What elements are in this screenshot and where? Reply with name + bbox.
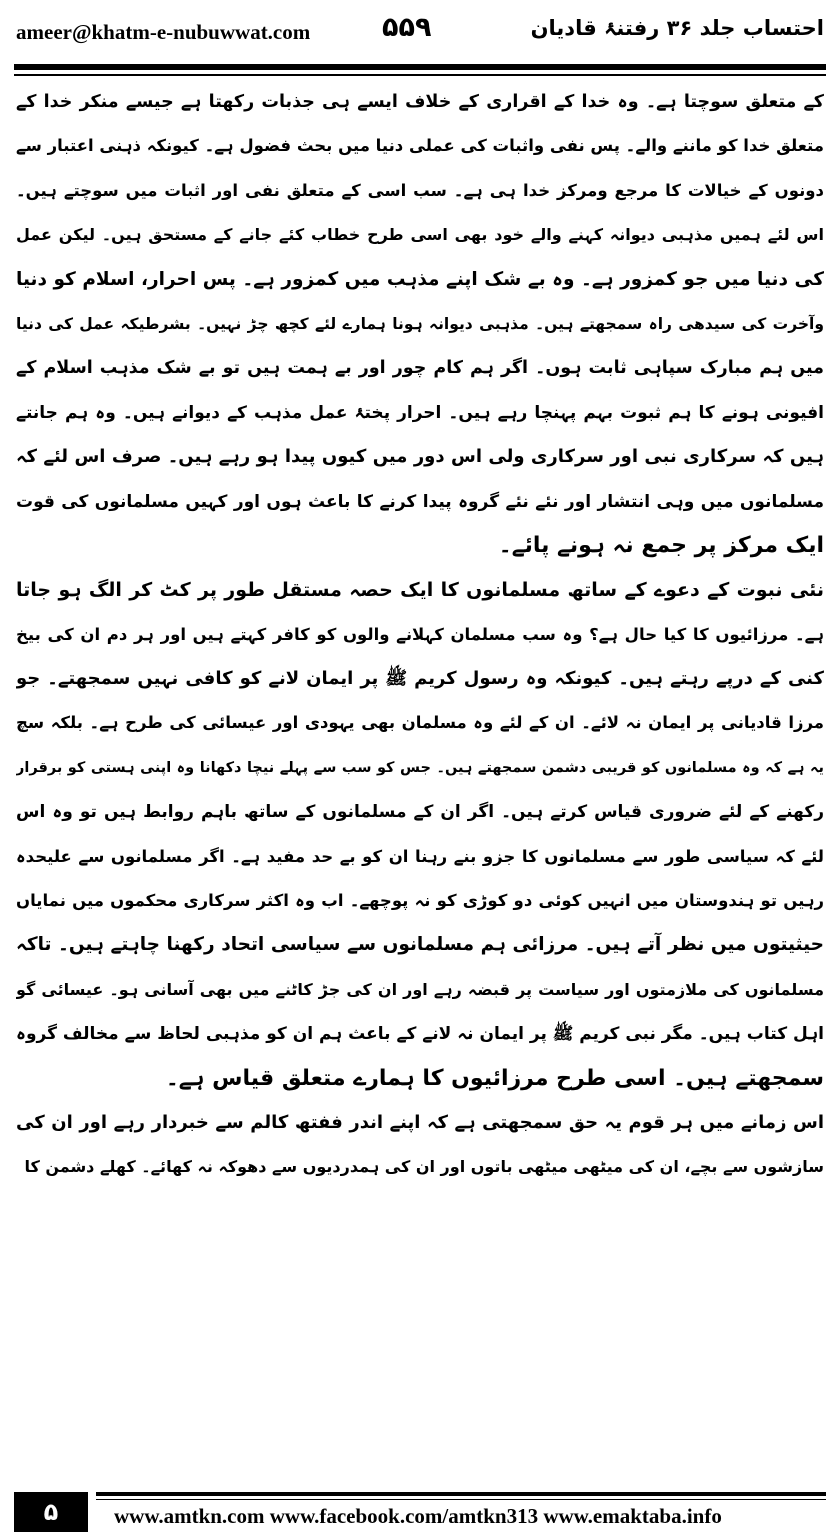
text-line: حیثیتوں میں نظر آتے ہیں۔ مرزائی ہم مسلمانوں سے سیاسی اتحاد رکھنا چاہتے ہیں۔ تاکہ	[16, 934, 824, 956]
paragraph	[16, 80, 824, 568]
text-line: مسلمانوں میں وہی انتشار اور نئے نئے گروہ پیدا کرنے کا باعث ہوں اور کہیں مسلمانوں کی قوت	[16, 491, 824, 512]
text-line: کنی کے درپے رہتے ہیں۔ کیونکہ وہ رسول کریم ﷺ پر ایمان لانے کو کافی نہیں سمجھتے۔ جو	[16, 668, 824, 690]
header-rule-thick	[14, 64, 826, 70]
footer-rule-thick	[96, 1492, 826, 1496]
text-line: مرزا قادیانی پر ایمان نہ لائے۔ ان کے لئے وہ مسلمان بھی یہودی اور عیسائی کی طرح ہے۔ بلکہ سچ	[16, 713, 824, 733]
footer-urls: www.amtkn.com www.facebook.com/amtkn313 www.emaktaba.info	[114, 1504, 722, 1528]
header-page-number: ۵۵۹	[382, 12, 432, 43]
body-text	[16, 80, 824, 1190]
text-line: متعلق خدا کو ماننے والے۔ پس نفی واثبات کی عملی دنیا میں بحث فضول ہے۔ کیونکہ ذہنی اعتبار سے	[16, 136, 824, 156]
header-rule-thin	[14, 74, 826, 76]
text-line: مسلمانوں کی ملازمتوں اور سیاست پر قبضہ رہے اور ان کی جڑ کاٹنے میں بھی آسانی ہو۔ عیسائی گو	[16, 979, 824, 999]
paragraph	[16, 1101, 824, 1190]
text-line: سازشوں سے بچے، ان کی میٹھی میٹھی باتوں اور ان کی ہمدردیوں سے دھوکہ نہ کھائے۔ کھلے دشمن کا	[24, 1157, 824, 1177]
text-line: افیونی ہونے کا ہم ثبوت بہم پہنچا رہے ہیں۔ احرار پختۂ عمل مذہب کے دیوانے ہیں۔ وہ ہم جانتے	[16, 402, 824, 423]
page-footer	[0, 1484, 840, 1540]
text-line: اس لئے ہمیں مذہبی دیوانہ کہنے والے خود بھی اسی طرح خطاب کئے جانے کے مستحق ہیں۔ لیکن عمل	[16, 225, 824, 245]
text-line: اس زمانے میں ہر قوم یہ حق سمجھتی ہے کہ اپنے اندر ففتھ کالم سے خبردار رہے اور ان کی	[16, 1111, 824, 1133]
text-line: اہل کتاب ہیں۔ مگر نبی کریم ﷺ پر ایمان نہ لانے کے باعث ہم ان کو مذہبی لحاظ سے مخالف گروہ	[16, 1024, 824, 1045]
text-line: لئے کہ سیاسی طور سے مسلمانوں کا جزو بنے رہنا ان کو بے حد مفید ہے۔ اگر مسلمانوں سے علیحدہ	[16, 846, 824, 866]
text-line: رکھنے کے لئے ضروری قیاس کرتے ہیں۔ اگر ان کے مسلمانوں کے ساتھ باہم روابط ہیں تو وہ اس	[16, 802, 824, 823]
footer-rule-thin	[96, 1499, 826, 1500]
text-line: کے متعلق سوچتا ہے۔ وہ خدا کے اقراری کے خلاف ایسے ہی جذبات رکھتا ہے جیسے منکر خدا کے	[16, 92, 824, 112]
text-line: کی دنیا میں جو کمزور ہے۔ وہ بے شک اپنے مذہب میں کمزور ہے۔ پس احرار، اسلام کو دنیا	[16, 268, 824, 290]
text-line: سمجھتے ہیں۔ اسی طرح مرزائیوں کا ہمارے متعلق قیاس ہے۔	[165, 1065, 824, 1091]
text-line: دونوں کے خیالات کا مرجع ومرکز خدا ہی ہے۔ سب اسی کے متعلق نفی اور اثبات میں سوچتے ہیں۔	[16, 180, 824, 200]
text-line: نئی نبوت کے دعوے کے ساتھ مسلمانوں کا ایک حصہ مستقل طور پر کٹ کر الگ ہو جاتا	[16, 579, 824, 602]
paragraph	[16, 568, 824, 1101]
header-title: احتساب جلد ۳۶ رفتنۂ قادیان	[530, 16, 824, 40]
footer-page-number: ۵	[14, 1492, 88, 1532]
text-line: ایک مرکز پر جمع نہ ہونے پائے۔	[498, 532, 824, 558]
text-line: وآخرت کی سیدھی راہ سمجھتے ہیں۔ مذہبی دیوانہ ہونا ہمارے لئے کچھ چڑ نہیں۔ بشرطیکہ عمل کی دنیا	[16, 314, 824, 333]
text-line: رہیں تو ہندوستان میں انہیں کوئی دو کوڑی کو نہ پوچھے۔ اب وہ اکثر سرکاری محکموں میں نمایاں	[16, 891, 824, 911]
text-line: میں ہم مبارک سپاہی ثابت ہوں۔ اگر ہم کام چور اور بے ہمت ہیں تو بے شک مذہب اسلام کے	[16, 358, 824, 379]
header-email: ameer@khatm-e-nubuwwat.com	[16, 20, 311, 44]
text-line: ہیں کہ سرکاری نبی اور سرکاری ولی اس دور میں کیوں پیدا ہو رہے ہیں۔ صرف اس لئے کہ	[16, 446, 824, 468]
page-header	[0, 0, 840, 62]
text-line: ہے۔ مرزائیوں کا کیا حال ہے؟ وہ سب مسلمان کہلانے والوں کو کافر کہتے ہیں اور ہر دم ان کی بیخ	[16, 624, 824, 644]
text-line: یہ ہے کہ وہ مسلمانوں کو قریبی دشمن سمجھتے ہیں۔ جس کو سب سے پہلے نیچا دکھانا وہ اپنی ہستی کو برقرار	[16, 759, 824, 776]
